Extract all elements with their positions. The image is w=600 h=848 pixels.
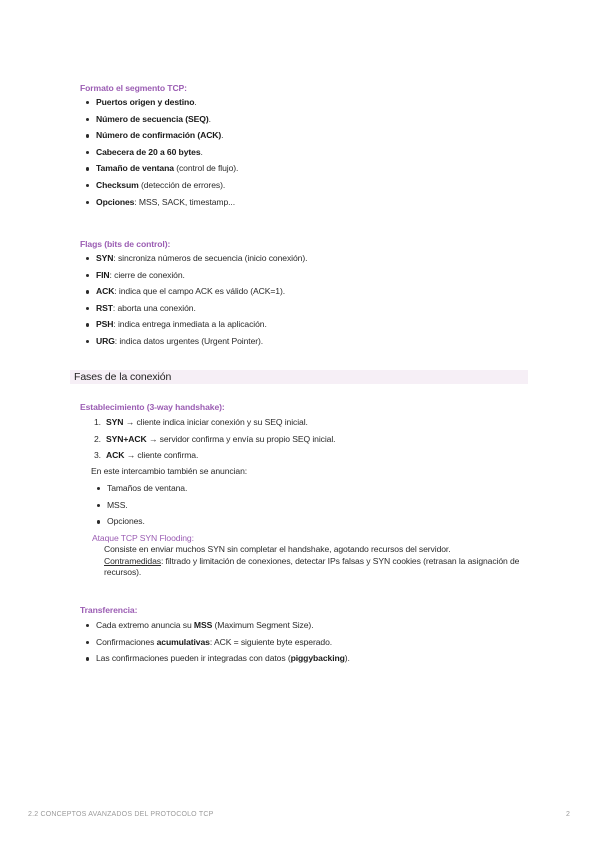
- list-item: Cada extremo anuncia su MSS (Maximum Segment Size).: [96, 617, 350, 634]
- list-item: ACK: indica que el campo ACK es válido (ACK=1).: [96, 283, 307, 300]
- list-item: 3. ACK → cliente confirma.: [94, 450, 199, 461]
- list-item: Número de secuencia (SEQ).: [96, 111, 238, 128]
- transfer-list: [96, 617, 350, 667]
- section-heading: Fases de la conexión: [74, 371, 172, 383]
- list-item: Número de confirmación (ACK).: [96, 127, 238, 144]
- list-item: Checksum (detección de errores).: [96, 177, 238, 194]
- list-item: SYN: sincroniza números de secuencia (inicio conexión).: [96, 250, 307, 267]
- handshake-steps: [94, 414, 336, 464]
- list-item: PSH: indica entrega inmediata a la aplicación.: [96, 316, 307, 333]
- segment-format-title: Formato el segmento TCP:: [80, 83, 187, 93]
- list-item: Tamaño de ventana (control de flujo).: [96, 160, 238, 177]
- list-item: URG: indica datos urgentes (Urgent Pointer).: [96, 333, 307, 350]
- countermeasures: Contramedidas: filtrado y limitación de conexiones, detectar IPs falsas y SYN cookies (retrasan la asignación de recursos).: [104, 555, 520, 578]
- attack-line: Consiste en enviar muchos SYN sin completar el handshake, agotando recursos del servidor.: [104, 544, 451, 554]
- list-item: Cabecera de 20 a 60 bytes.: [96, 144, 238, 161]
- list-item: Confirmaciones acumulativas: ACK = siguiente byte esperado.: [96, 634, 350, 651]
- announce-intro: En este intercambio también se anuncian:: [91, 466, 248, 476]
- countermeasures-label: Contramedidas: [104, 555, 161, 566]
- list-item: Las confirmaciones pueden ir integradas con datos (piggybacking).: [96, 650, 350, 667]
- list-item: MSS.: [107, 497, 187, 514]
- list-item: Opciones.: [107, 513, 187, 530]
- footer-chapter: 2.2 CONCEPTOS AVANZADOS DEL PROTOCOLO TCP: [28, 811, 214, 818]
- footer-page-number: 2: [566, 811, 571, 818]
- flags-title: Flags (bits de control):: [80, 239, 171, 249]
- list-item: Tamaños de ventana.: [107, 480, 187, 497]
- list-item: Opciones: MSS, SACK, timestamp...: [96, 194, 238, 211]
- attack-description: [104, 544, 528, 579]
- list-item: 1. SYN → cliente indica iniciar conexión y su SEQ inicial.: [94, 417, 308, 427]
- list-item: RST: aborta una conexión.: [96, 300, 307, 317]
- transfer-title: Transferencia:: [80, 605, 138, 615]
- list-item: FIN: cierre de conexión.: [96, 267, 307, 284]
- handshake-title: Establecimiento (3-way handshake):: [80, 402, 225, 412]
- segment-fields-list: [96, 94, 238, 210]
- attack-title: Ataque TCP SYN Flooding:: [92, 533, 194, 543]
- list-item: Puertos origen y destino.: [96, 94, 238, 111]
- list-item: 2. SYN+ACK → servidor confirma y envía su propio SEQ inicial.: [94, 433, 336, 444]
- flags-list: [96, 250, 307, 350]
- announced-list: [107, 480, 187, 530]
